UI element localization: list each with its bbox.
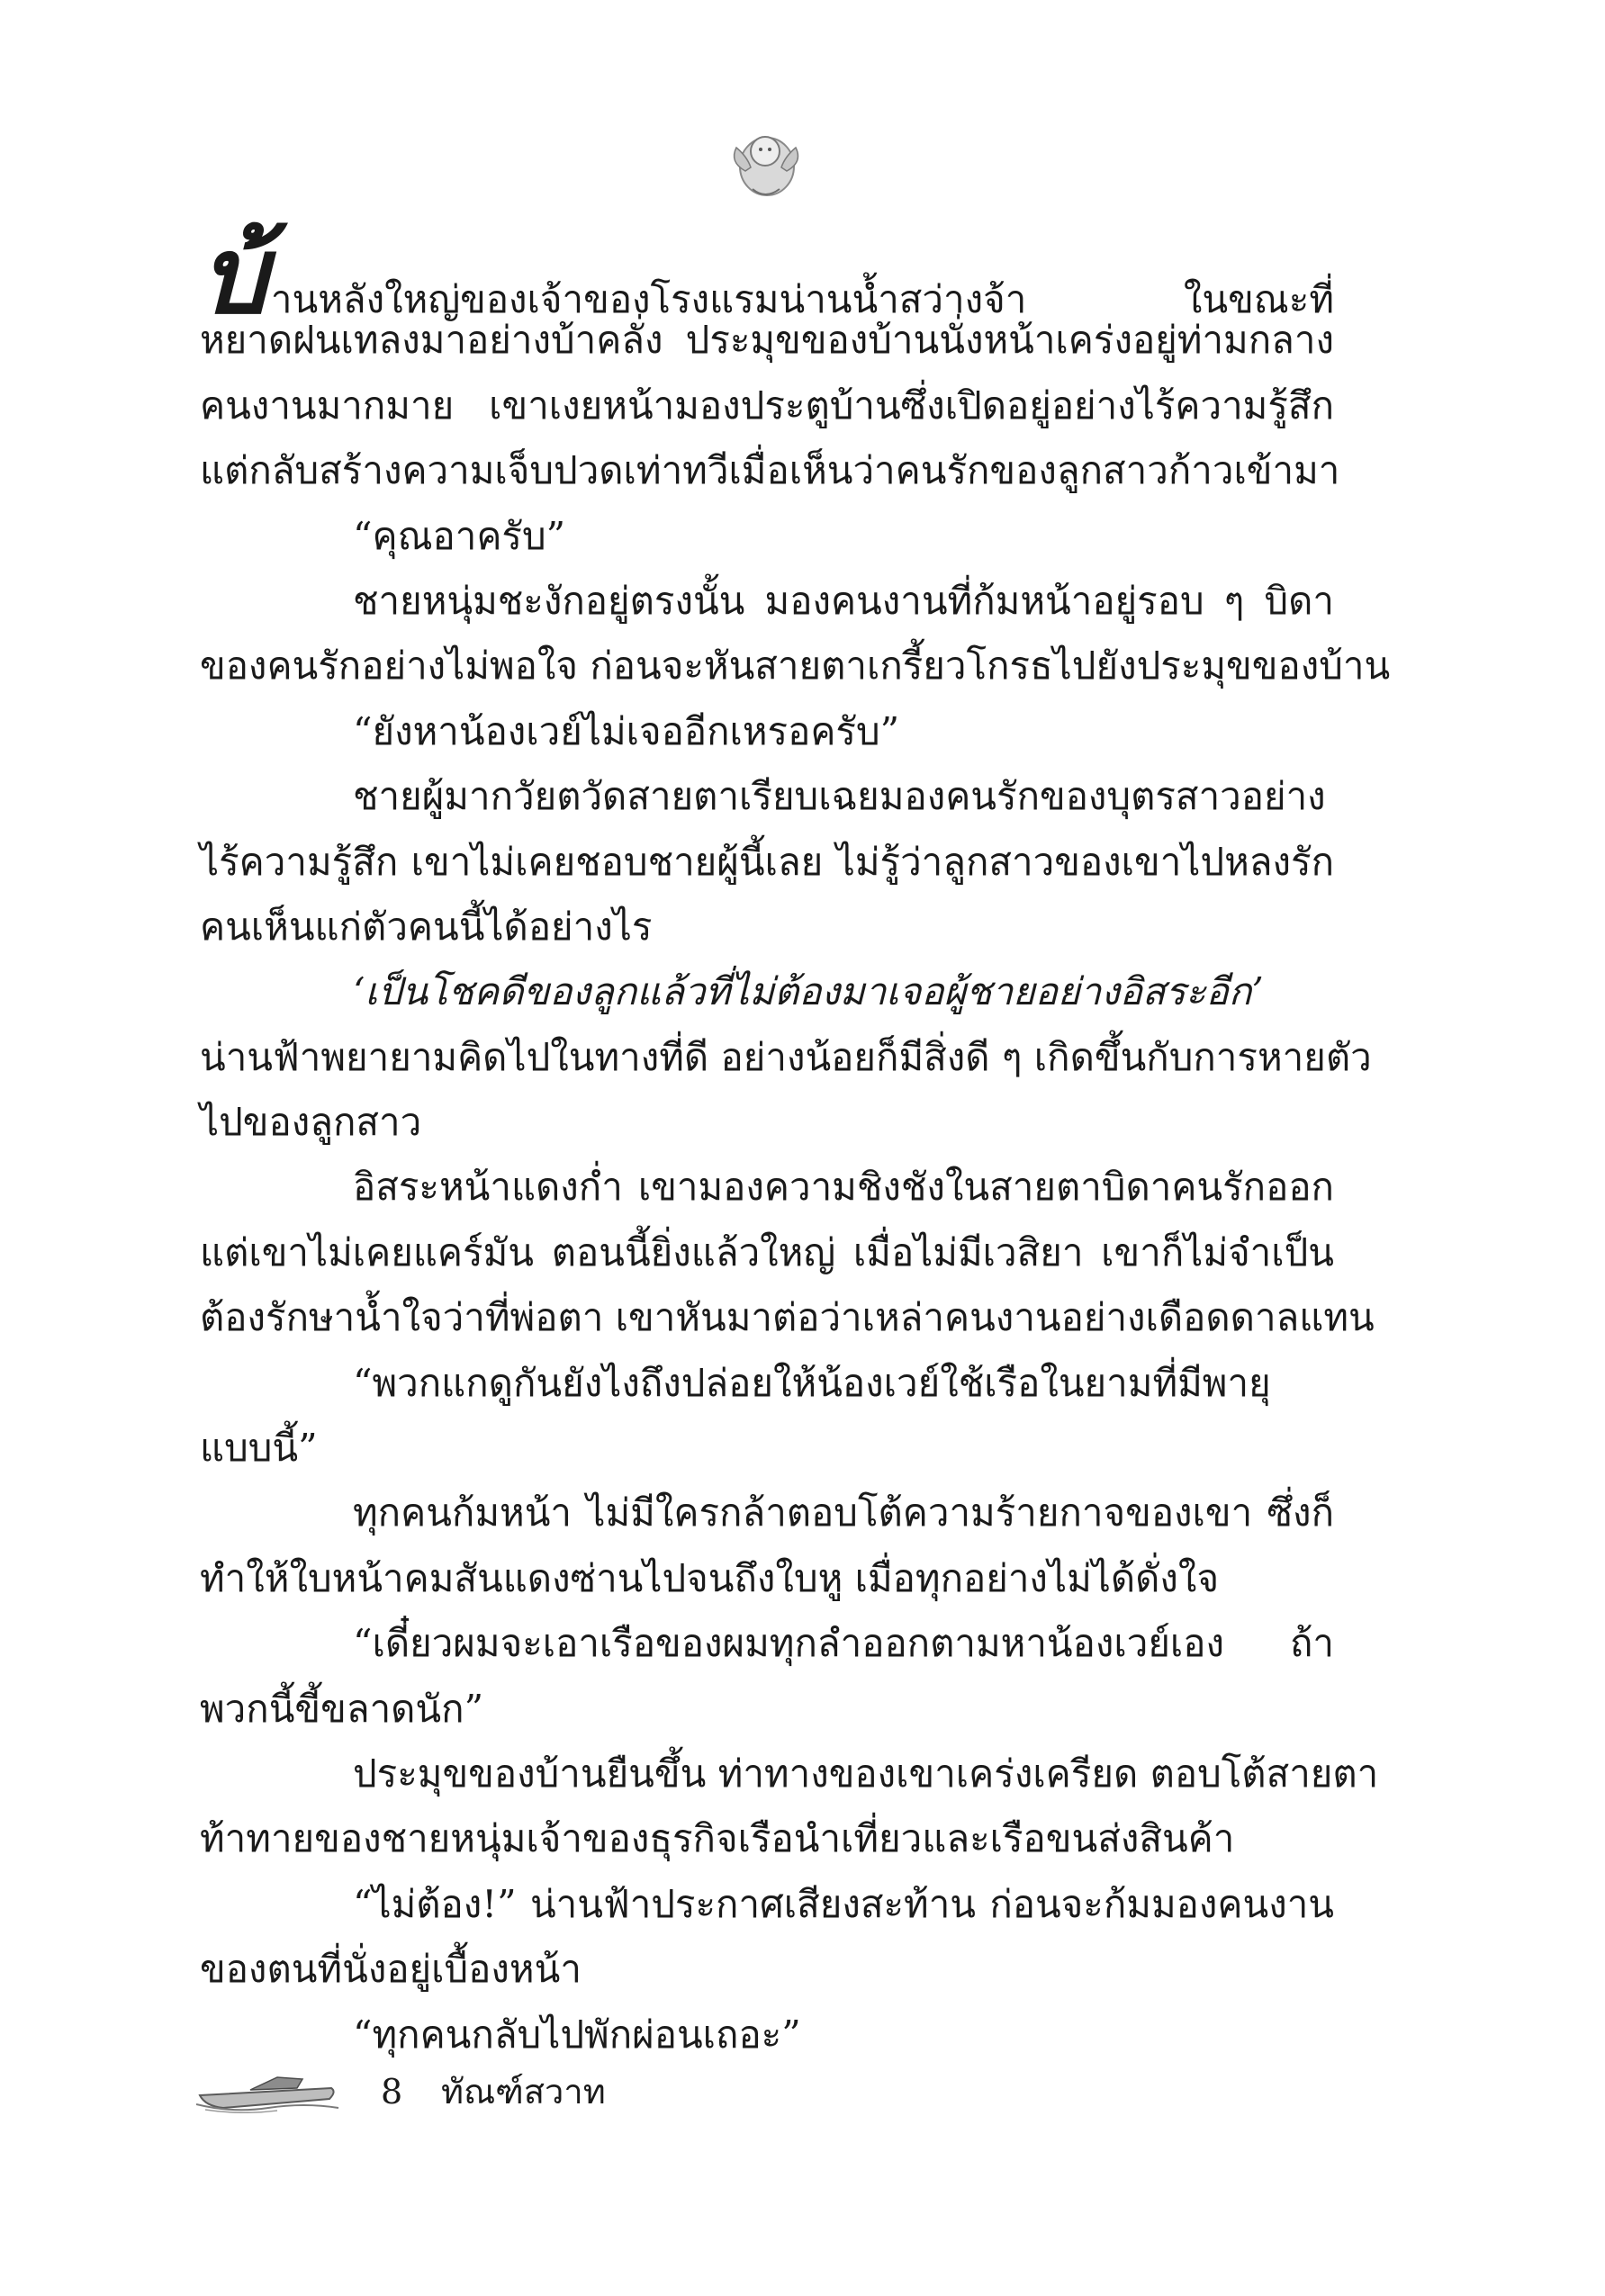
text-line: พวกนี้ขี้ขลาดนัก” (200, 1686, 484, 1731)
text-line: แบบนี้” (200, 1426, 318, 1471)
page-footer (196, 2061, 826, 2124)
text-line: ไปของลูกสาว (200, 1100, 422, 1145)
drop-cap: บ้ (200, 212, 267, 338)
text-line: คนเห็นแก่ตัวคนนี้ได้อย่างไร (200, 904, 653, 949)
text-line: “เดี๋ยวผมจะเอาเรือของผมทุกลำออกตามหาน้องเวย์เอง ถ้า (353, 1621, 1334, 1666)
text-line: แต่เขาไม่เคยแคร์มัน ตอนนี้ยิ่งแล้วใหญ่ เมื่อไม่มีเวสิยา เขาก็ไม่จำเป็น (200, 1229, 1334, 1274)
text-line: ‘เป็นโชคดีของลูกแล้วที่ไม่ต้องมาเจอผู้ชายอย่างอิสระอีก’ (353, 969, 1264, 1014)
text-line: ชายผู้มากวัยตวัดสายตาเรียบเฉยมองคนรักของบุตรสาวอย่าง (353, 774, 1326, 819)
text-line: “ทุกคนกลับไปพักผ่อนเถอะ” (353, 2012, 801, 2057)
text-line: ทุกคนก้มหน้า ไม่มีใครกล้าตอบโต้ความร้ายกาจของเขา ซึ่งก็ (353, 1490, 1334, 1535)
text-line: คนงานมากมาย เขาเงยหน้ามองประตูบ้านซึ่งเปิดอยู่อย่างไร้ความรู้สึก (200, 383, 1334, 428)
text-line: แต่กลับสร้างความเจ็บปวดเท่าทวีเมื่อเห็นว่าคนรักของลูกสาวก้าวเข้ามา (200, 448, 1340, 493)
page-number: 8 (381, 2072, 403, 2111)
text-line: ประมุขของบ้านยืนขึ้น ท่าทางของเขาเคร่งเครียด ตอบโต้สายตา (353, 1751, 1379, 1796)
text-line: ของตนที่นั่งอยู่เบื้องหน้า (200, 1947, 582, 1992)
page-body (200, 212, 1391, 2067)
text-line: ทำให้ใบหน้าคมสันแดงซ่านไปจนถึงใบหู เมื่อทุกอย่างไม่ได้ดั่งใจ (200, 1555, 1220, 1600)
text-line: “พวกแกดูกันยังไงถึงปล่อยให้น้องเวย์ใช้เรือในยามที่มีพายุ (353, 1360, 1271, 1405)
text-line: อิสระหน้าแดงก่ำ เขามองความชิงชังในสายตาบิดาคนรักออก (353, 1165, 1334, 1210)
book-title: ทัณฑ์สวาท (441, 2072, 606, 2111)
text-line: ของคนรักอย่างไม่พอใจ ก่อนจะหันสายตาเกรี้ยวโกรธไปยังประมุขของบ้าน (200, 644, 1391, 689)
text-line: “ไม่ต้อง!” น่านฟ้าประกาศเสียงสะท้าน ก่อนจะก้มมองคนงาน (353, 1881, 1334, 1926)
text-line: น่านฟ้าพยายามคิดไปในทางที่ดี อย่างน้อยก็มีสิ่งดี ๆ เกิดขึ้นกับการหายตัว (200, 1034, 1372, 1079)
speedboat-icon (196, 2068, 340, 2113)
text-line: “คุณอาครับ” (353, 513, 566, 558)
text-line: ชายหนุ่มชะงักอยู่ตรงนั้น มองคนงานที่ก้มหน้าอยู่รอบ ๆ บิดา (353, 578, 1334, 623)
text-line: หยาดฝนเทลงมาอย่างบ้าคลั่ง ประมุขของบ้านนั่งหน้าเคร่งอยู่ท่ามกลาง (200, 318, 1334, 363)
first-line-text: านหลังใหญ่ของเจ้าของโรงแรมน่านน้ำสว่างจ้า ในขณะที่ (270, 277, 1334, 321)
text-line: “ยังหาน้องเวย์ไม่เจออีกเหรอครับ” (353, 708, 900, 753)
cherub-ornament-icon (720, 117, 810, 207)
text-line: ไร้ความรู้สึก เขาไม่เคยชอบชายผู้นี้เลย ไม่รู้ว่าลูกสาวของเขาไปหลงรัก (200, 839, 1334, 884)
text-line: ต้องรักษาน้ำใจว่าที่พ่อตา เขาหันมาต่อว่าเหล่าคนงานอย่างเดือดดาลแทน (200, 1295, 1375, 1340)
text-line: ท้าทายของชายหนุ่มเจ้าของธุรกิจเรือนำเที่ยวและเรือขนส่งสินค้า (200, 1816, 1235, 1861)
paragraph-line-1 (200, 212, 1334, 338)
